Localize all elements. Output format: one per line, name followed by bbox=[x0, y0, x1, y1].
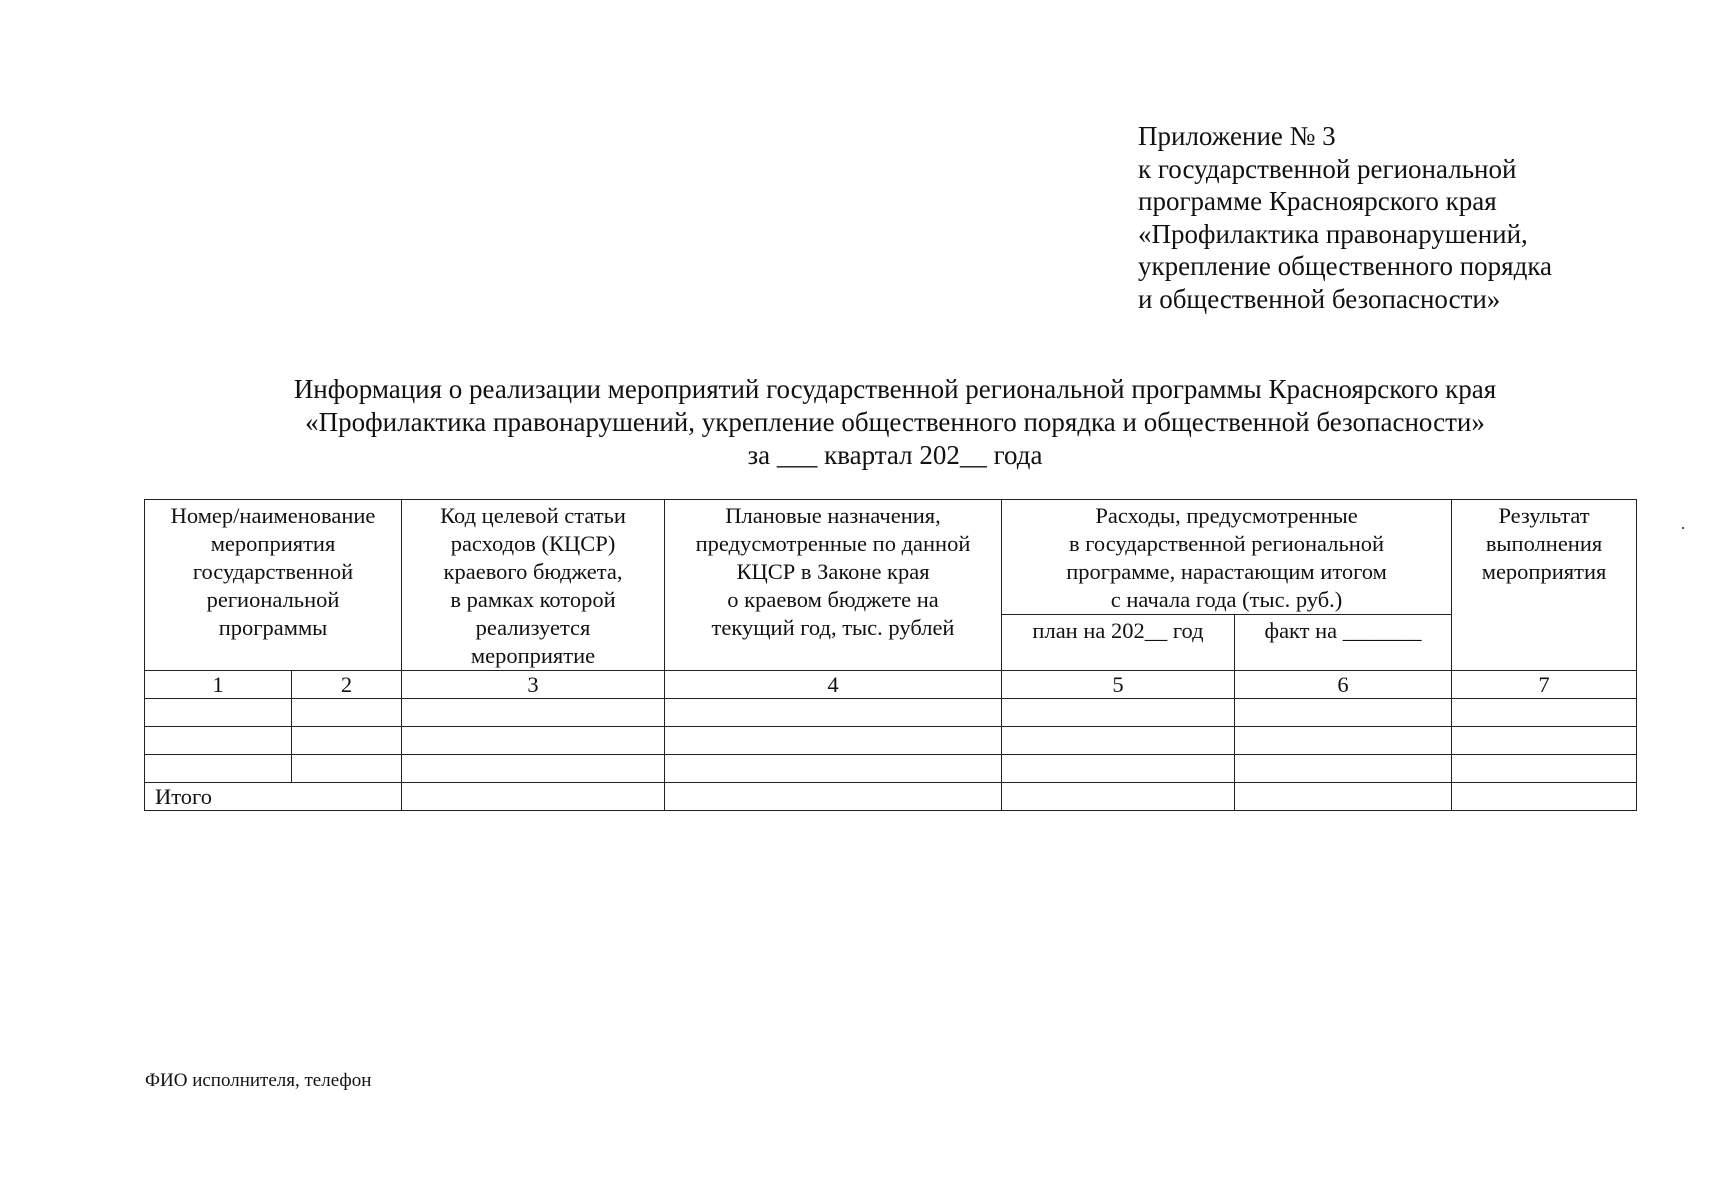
table-cell bbox=[1235, 699, 1452, 727]
column-number: 1 bbox=[145, 671, 292, 699]
header-text: КЦСР в Законе края bbox=[736, 559, 930, 584]
header-program-expenses bbox=[1002, 500, 1452, 615]
table-cell bbox=[292, 699, 402, 727]
table-cell bbox=[1002, 727, 1235, 755]
header-text: государственной bbox=[192, 559, 354, 584]
table-cell bbox=[1235, 783, 1452, 811]
header-text: текущий год, тыс. рублей bbox=[711, 615, 955, 640]
header-text: выполнения bbox=[1485, 531, 1603, 556]
appendix-line: Приложение № 3 bbox=[1138, 121, 1336, 151]
header-text: с начала года (тыс. руб.) bbox=[1110, 587, 1343, 612]
header-result bbox=[1452, 500, 1637, 671]
column-number: 6 bbox=[1235, 671, 1452, 699]
header-text: программе, нарастающим итогом bbox=[1066, 559, 1387, 584]
header-plan: план на 202__ год bbox=[1002, 615, 1235, 671]
appendix-line: программе Красноярского края bbox=[1138, 186, 1497, 216]
column-number: 5 bbox=[1002, 671, 1235, 699]
table-cell bbox=[665, 755, 1002, 783]
table-row bbox=[145, 699, 1637, 727]
header-row bbox=[145, 500, 1637, 615]
header-text: в рамках которой bbox=[450, 587, 616, 612]
header-text: мероприятия bbox=[1481, 559, 1607, 584]
header-text: Результат bbox=[1498, 503, 1590, 528]
table-cell bbox=[145, 699, 292, 727]
table-cell bbox=[145, 727, 292, 755]
column-number: 7 bbox=[1452, 671, 1637, 699]
header-text: региональной bbox=[206, 587, 340, 612]
table-cell bbox=[1002, 783, 1235, 811]
table-cell bbox=[1452, 783, 1637, 811]
header-event-name bbox=[145, 500, 402, 671]
table-cell bbox=[1452, 699, 1637, 727]
table-row bbox=[145, 755, 1637, 783]
column-numbers-row bbox=[145, 671, 1637, 699]
header-text: реализуется bbox=[475, 615, 591, 640]
title-line: «Профилактика правонарушений, укрепление общественного порядка и общественной безопасности» bbox=[305, 407, 1485, 437]
column-number: 3 bbox=[402, 671, 665, 699]
header-text: о краевом бюджете на bbox=[727, 587, 939, 612]
header-text: Номер/наименование bbox=[170, 503, 376, 528]
table-cell bbox=[665, 727, 1002, 755]
appendix-line: «Профилактика правонарушений, bbox=[1138, 218, 1528, 249]
header-text: в государственной региональной bbox=[1069, 531, 1385, 556]
table-cell bbox=[1452, 727, 1637, 755]
appendix-line: и общественной безопасности» bbox=[1138, 283, 1501, 314]
header-text: краевого бюджета, bbox=[443, 559, 623, 584]
scan-artifact bbox=[1682, 527, 1684, 529]
table-cell bbox=[292, 755, 402, 783]
header-fact: факт на _______ bbox=[1235, 615, 1452, 671]
header-text: мероприятия bbox=[210, 531, 336, 556]
executor-signature-line: ФИО исполнителя, телефон bbox=[145, 1070, 372, 1091]
report-table bbox=[144, 499, 1637, 811]
title-line: Информация о реализации мероприятий государственной региональной программы Красноярского края bbox=[293, 374, 1497, 404]
table-cell bbox=[402, 783, 665, 811]
table-row bbox=[145, 727, 1637, 755]
table-cell bbox=[665, 699, 1002, 727]
table-cell bbox=[292, 727, 402, 755]
column-number: 2 bbox=[292, 671, 402, 699]
appendix-line: укрепление общественного порядка bbox=[1138, 251, 1553, 281]
appendix-line: к государственной региональной bbox=[1138, 153, 1517, 184]
table-cell bbox=[402, 755, 665, 783]
table-cell bbox=[1002, 755, 1235, 783]
total-row bbox=[145, 783, 1637, 811]
table-cell bbox=[402, 699, 665, 727]
header-text: Плановые назначения, bbox=[725, 503, 941, 528]
header-kcsr-code bbox=[402, 500, 665, 671]
table-cell bbox=[1002, 699, 1235, 727]
table-cell bbox=[1235, 727, 1452, 755]
title-line: за ___ квартал 202__ года bbox=[747, 440, 1043, 470]
appendix-block bbox=[1138, 120, 1658, 315]
header-text: предусмотренные по данной bbox=[695, 531, 971, 556]
header-text: Код целевой статьи bbox=[440, 503, 626, 528]
document-title bbox=[180, 373, 1610, 472]
table-cell bbox=[145, 755, 292, 783]
column-number: 4 bbox=[665, 671, 1002, 699]
header-text: мероприятие bbox=[470, 643, 596, 668]
table-cell bbox=[665, 783, 1002, 811]
header-text: Расходы, предусмотренные bbox=[1095, 503, 1358, 528]
header-planned-allocations bbox=[665, 500, 1002, 671]
header-text: программы bbox=[218, 615, 328, 640]
table-cell bbox=[1235, 755, 1452, 783]
table-cell bbox=[1452, 755, 1637, 783]
header-text: расходов (КЦСР) bbox=[450, 531, 616, 556]
total-label: Итого bbox=[145, 783, 402, 811]
table-cell bbox=[402, 727, 665, 755]
